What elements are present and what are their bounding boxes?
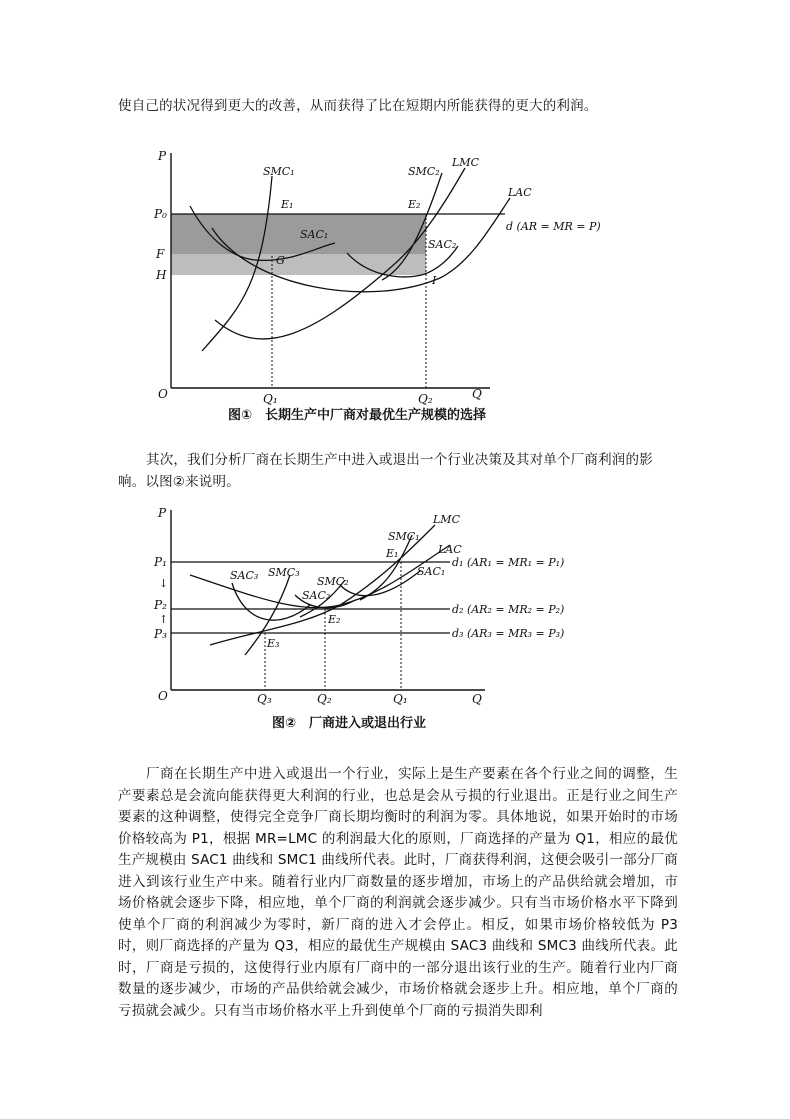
g-label: G (276, 254, 285, 267)
d1-label: d₁ (AR₁ = MR₁ = P₁) (452, 556, 565, 569)
x-axis-label: Q (472, 692, 482, 706)
d2-label: d₂ (AR₂ = MR₂ = P₂) (452, 603, 565, 616)
p3-label: P₃ (154, 627, 167, 641)
q1-label: Q₁ (263, 392, 278, 406)
demand-label: d (AR = MR = P) (506, 220, 601, 233)
figure-1-caption: 图① 长期生产中厂商对最优生产规模的选择 (228, 408, 487, 423)
i-label: I (432, 274, 437, 287)
sac3-curve (232, 583, 310, 620)
sac3-label: SAC₃ (230, 569, 259, 582)
smc1-curve (360, 535, 412, 600)
q2-label: Q₂ (317, 692, 332, 706)
figure-2-chart (150, 505, 580, 735)
smc2-label: SMC₂ (408, 165, 440, 178)
lmc-label: LMC (433, 513, 460, 526)
q1-label: Q₁ (393, 692, 408, 706)
e1-label: E₁ (386, 547, 399, 560)
q3-label: Q₃ (257, 692, 272, 706)
p1-label: P₁ (154, 555, 167, 569)
y-axis-label: P (158, 149, 167, 163)
figure-1-chart (150, 148, 610, 433)
e3-label: E₃ (267, 637, 280, 650)
origin-label: O (158, 689, 168, 703)
lac-label: LAC (508, 186, 532, 199)
p2-label: P₂ (154, 598, 167, 612)
sac1-curve (340, 571, 420, 596)
d3-label: d₃ (AR₃ = MR₃ = P₃) (452, 627, 565, 640)
sac2-label: SAC₂ (428, 238, 457, 251)
arrow-up: ↑ (159, 613, 169, 626)
body-paragraph: 厂商在长期生产中进入或退出一个行业，实际上是生产要素在各个行业之间的调整，生产要素总是会流向能获得更大利润的行业，也总是会从亏损的行业退出。正是行业之间生产要素的这种调整，使得完全竞争厂商长期均衡时的利润为零。具体地说，如果开始时的市场价格较高为 P1，根据 MR=LMC 的利润最大化的原则，厂商选择的产量为 Q1，相应的最优生产规模由 SAC1 曲线和 SMC1 曲线所代表。此时，厂商获得利润，这便会吸引一部分厂商进入到该行业生产中来。随着行业内厂商数量的逐步增加，市场上的产品供给就会增加，市场价格就会逐步下降，相应地，单个厂商的利润就会逐步减少。只有当市场价格水平下降到使单个厂商的利润减少为零时，新厂商的进入才会停止。相反，如果市场价格较低为 P3 时，则厂商选择的产量为 Q3，相应的最优生产规模由 SAC3 曲线和 SMC3 曲线所代表。此时，厂商是亏损的，这使得行业内原有厂商中的一部分退出该行业的生产。随着行业内厂商数量的逐步减少，市场的产品供给就会减少，市场价格就会逐步上升。相应地，单个厂商的亏损就会减少。只有当市场价格水平上升到使单个厂商的亏损消失即利 (118, 766, 678, 1019)
smc1-label: SMC₁ (388, 530, 420, 543)
figure-2-caption: 图② 厂商进入或退出行业 (272, 716, 427, 731)
lac-label: LAC (438, 543, 462, 556)
h-label: H (156, 268, 167, 282)
smc3-label: SMC₃ (268, 566, 300, 579)
lmc-label: LMC (452, 156, 479, 169)
sac2-label: SAC₂ (302, 589, 331, 602)
origin-label: O (158, 387, 168, 401)
profit-area-light (171, 254, 426, 275)
e1-label: E₁ (281, 198, 294, 211)
sac1-label: SAC₁ (300, 228, 329, 241)
sac1-label: SAC₁ (417, 565, 446, 578)
arrow-down: ↓ (159, 577, 169, 590)
f-label: F (156, 247, 165, 261)
smc2-label: SMC₂ (317, 575, 349, 588)
e2-label: E₂ (408, 198, 421, 211)
y-axis-label: P (158, 506, 167, 520)
e2-label: E₂ (328, 613, 341, 626)
p0-label: P₀ (154, 207, 167, 221)
intro-paragraph: 使自己的状况得到更大的改善，从而获得了比在短期内所能获得的更大的利润。 (118, 98, 598, 114)
transition-paragraph: 其次，我们分析厂商在长期生产中进入或退出一个行业决策及其对单个厂商利润的影响。以图②来说明。 (118, 452, 653, 490)
q2-label: Q₂ (418, 392, 433, 406)
x-axis-label: Q (472, 387, 482, 401)
smc1-label: SMC₁ (263, 165, 295, 178)
